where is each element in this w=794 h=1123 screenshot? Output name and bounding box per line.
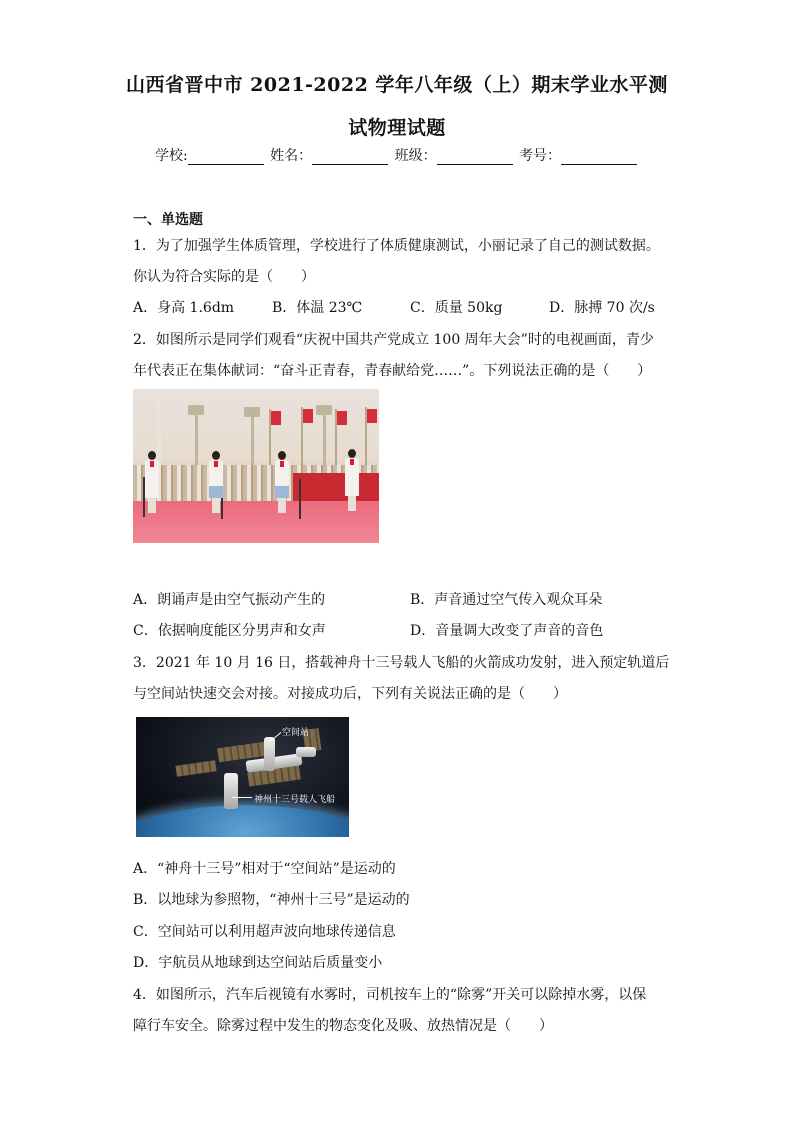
q3-option-a[interactable]: A．“神舟十三号”相对于“空间站”是运动的 <box>133 861 396 877</box>
q3-option-c[interactable]: C．空间站可以利用超声波向地球传递信息 <box>133 924 396 940</box>
q2-stem-line2: 年代表正在集体献词：“奋斗正青春，青春献给党……”。下列说法正确的是（ ） <box>133 363 652 379</box>
q2-option-d[interactable]: D．音量调大改变了声音的音色 <box>410 623 604 639</box>
school-label: 学校: <box>154 148 188 164</box>
exam-title-line1: 山西省晋中市 2021-2022 学年八年级（上）期末学业水平测 <box>126 74 668 96</box>
q2-stem-line1: 2．如图所示是同学们观看“庆祝中国共产党成立 100 周年大会”时的电视画面，青少 <box>133 332 654 348</box>
name-label: 姓名： <box>270 148 313 164</box>
q1-option-c[interactable]: C．质量 50kg <box>410 300 503 316</box>
student-info-row <box>0 145 794 165</box>
space-station-photo <box>136 717 349 837</box>
class-label: 班级： <box>394 148 437 164</box>
q1-option-d[interactable]: D．脉搏 70 次/s <box>549 300 655 316</box>
q3-stem-line2: 与空间站快速交会对接。对接成功后，下列有关说法正确的是（ ） <box>133 686 567 702</box>
q1-option-a[interactable]: A．身高 1.6dm <box>133 300 235 316</box>
q4-stem-line1: 4．如图所示，汽车后视镜有水雾时，司机按车上的“除雾”开关可以除掉水雾，以保 <box>133 987 647 1003</box>
section-heading: 一、单选题 <box>133 212 203 228</box>
q1-option-b[interactable]: B．体温 23℃ <box>272 300 363 316</box>
q2-option-a[interactable]: A．朗诵声是由空气振动产生的 <box>133 592 326 608</box>
q1-stem-line1: 1．为了加强学生体质管理，学校进行了体质健康测试，小丽记录了自己的测试数据。 <box>133 238 660 254</box>
school-blank[interactable] <box>188 150 264 165</box>
station-label: 空间站 <box>282 728 310 738</box>
ceremony-photo <box>133 389 379 543</box>
q2-option-b[interactable]: B．声音通过空气传入观众耳朵 <box>410 592 603 608</box>
q2-option-c[interactable]: C．依据响度能区分男声和女声 <box>133 623 326 639</box>
q3-option-b[interactable]: B．以地球为参照物，“神州十三号”是运动的 <box>133 892 410 908</box>
exam-title-line2: 试物理试题 <box>348 117 446 139</box>
q4-stem-line2: 障行车安全。除雾过程中发生的物态变化及吸、放热情况是（ ） <box>133 1018 553 1034</box>
spacecraft-label: 神州十三号载人飞船 <box>254 795 336 805</box>
q1-stem-line2: 你认为符合实际的是（ ） <box>133 269 315 285</box>
number-blank[interactable] <box>561 150 637 165</box>
number-label: 考号： <box>519 148 562 164</box>
q3-option-d[interactable]: D．宇航员从地球到达空间站后质量变小 <box>133 955 383 971</box>
q3-stem-line1: 3．2021 年 10 月 16 日，搭载神舟十三号载人飞船的火箭成功发射，进入预定轨道后 <box>133 655 670 671</box>
earth-horizon <box>136 805 349 837</box>
name-blank[interactable] <box>312 150 388 165</box>
class-blank[interactable] <box>437 150 513 165</box>
